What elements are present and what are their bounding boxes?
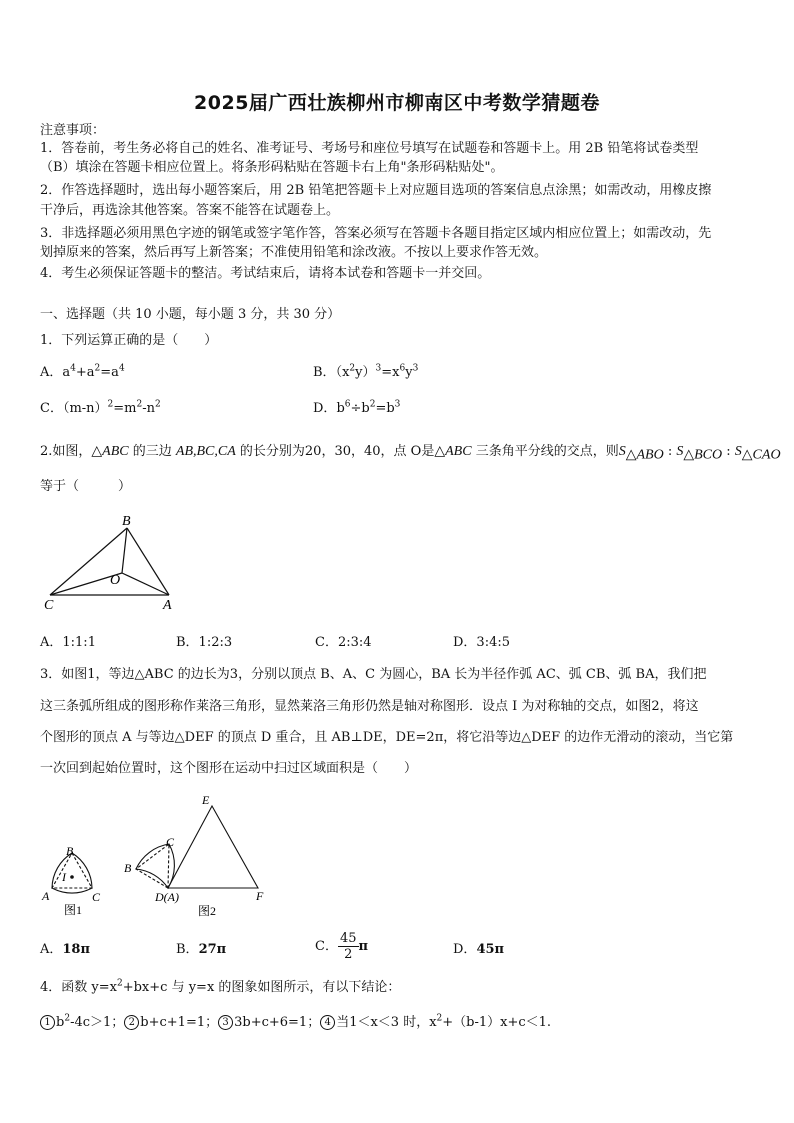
- q2-label-c: C: [44, 598, 54, 613]
- q3-figure-1: [36, 840, 108, 920]
- q3-fig2-label-f: F: [256, 889, 264, 903]
- q3-fig1-label-i: I: [62, 870, 66, 884]
- q2-label-b: B: [122, 514, 131, 529]
- q3-fig2-caption: 图2: [198, 904, 217, 918]
- q3-fig2-label-c: C: [166, 835, 175, 849]
- q2-option-b: B．1:2:3: [176, 635, 233, 650]
- notice-line-7: 4．考生必须保证答题卡的整洁。考试结束后，请将本试卷和答题卡一并交回。: [40, 266, 491, 281]
- q3-fig1-label-c: C: [92, 890, 101, 904]
- q2-option-c: C．2:3:4: [315, 635, 372, 650]
- q3-line-2: 这三条弧所组成的图形称作莱洛三角形，显然莱洛三角形仍然是轴对称图形．设点 I 为对称轴的交点，如图2，将这: [40, 699, 699, 714]
- q3-fig1-label-b: B: [66, 844, 74, 858]
- q3-fig2-label-b: B: [124, 861, 132, 875]
- q2-label-a: A: [163, 598, 172, 613]
- page-title: 2025届广西壮族柳州市柳南区中考数学猜题卷: [194, 92, 600, 114]
- q1-option-b: B．$(x^2y)^3=x^6y^3$: [313, 363, 419, 380]
- notice-line-5: 3．非选择题必须用黑色字迹的钢笔或签字笔作答，答案必须写在答题卡各题目指定区域内相应位置上；如需改动，先: [40, 226, 712, 241]
- q3-fig2-label-e: E: [202, 793, 210, 807]
- notice-line-3: 2．作答选择题时，选出每小题答案后，用 2B 铅笔把答题卡上对应题目选项的答案信息点涂黑；如需改动，用橡皮擦: [40, 183, 712, 198]
- q3-fig1-label-a: A: [42, 889, 50, 903]
- notice-line-1: 1．答卷前，考生务必将自己的姓名、准考证号、考场号和座位号填写在试题卷和答题卡上。用 2B 铅笔将试卷类型: [40, 141, 699, 156]
- notice-heading: 注意事项：: [40, 123, 106, 138]
- q2-option-a: A．1:1:1: [40, 635, 96, 650]
- q2-stem: 2.如图，△ABC 的三边 AB,BC,CA 的长分别为20，30，40，点 O是△ABC 三条角平分线的交点，则$S_{\triangle ABO}$ : $S_{\triangle BCO}$ : $S_{\triangle CAO}$: [40, 444, 781, 463]
- notice-line-4: 干净后，再选涂其他答案。答案不能答在试题卷上。: [40, 203, 340, 218]
- q3-line-4: 一次回到起始位置时，这个图形在运动中扫过区域面积是（ ）: [40, 761, 418, 776]
- q3-line-3: 个图形的顶点 A 与等边△DEF 的顶点 D 重合，且 AB⊥DE，DE=2π，将它沿等边△DEF 的边作无滑动的滚动，当它第: [40, 730, 734, 745]
- q3-figure-2: [118, 790, 278, 920]
- q4-stem: 4．函数 $y=x^2+bx+c$ 与 y=x 的图象如图所示，有以下结论：: [40, 978, 401, 995]
- q1-stem: 1．下列运算正确的是（ ）: [40, 333, 218, 348]
- q3-fig1-caption: 图1: [64, 903, 83, 917]
- q2-stem-line2: 等于（ ）: [40, 479, 132, 494]
- q3-option-b: B．27π: [176, 942, 227, 957]
- notice-line-6: 划掉原来的答案，然后再写上新答案；不准使用铅笔和涂改液。不按以上要求作答无效。: [40, 245, 548, 260]
- q2-triangle-figure: [38, 512, 188, 614]
- q2-label-o: O: [110, 573, 121, 588]
- q1-option-a: A．$a^4+a^2=a^4$: [40, 363, 125, 380]
- q3-option-a: A．18π: [40, 942, 90, 957]
- q1-option-d: D．$b^6\div b^2=b^3$: [313, 399, 401, 416]
- q1-option-c: C．$(m-n)^2=m^2-n^2$: [40, 399, 161, 416]
- q3-option-c: C． $\frac{45}{2}$ π: [315, 931, 369, 962]
- notice-line-2: （B）填涂在答题卡相应位置上。将条形码粘贴在答题卡右上角"条形码粘贴处"。: [40, 160, 504, 175]
- section-heading: 一、选择题（共 10 小题，每小题 3 分，共 30 分）: [40, 307, 341, 322]
- q4-conclusions: 1 $b^2-4c>1$； 2 b+c+1=1； 3 3b+c+6=1； 4 当1＜x＜3 时，$x^2+(b-1)x+c<1$.: [40, 1014, 551, 1031]
- q3-fig2-label-da: D(A): [155, 890, 179, 904]
- q2-option-d: D．3:4:5: [453, 635, 510, 650]
- q3-option-d: D．45π: [453, 942, 505, 957]
- q3-line-1: 3．如图1，等边△ABC 的边长为3，分别以顶点 B、A、C 为圆心，BA 长为半径作弧 AC、弧 CB、弧 BA，我们把: [40, 667, 707, 682]
